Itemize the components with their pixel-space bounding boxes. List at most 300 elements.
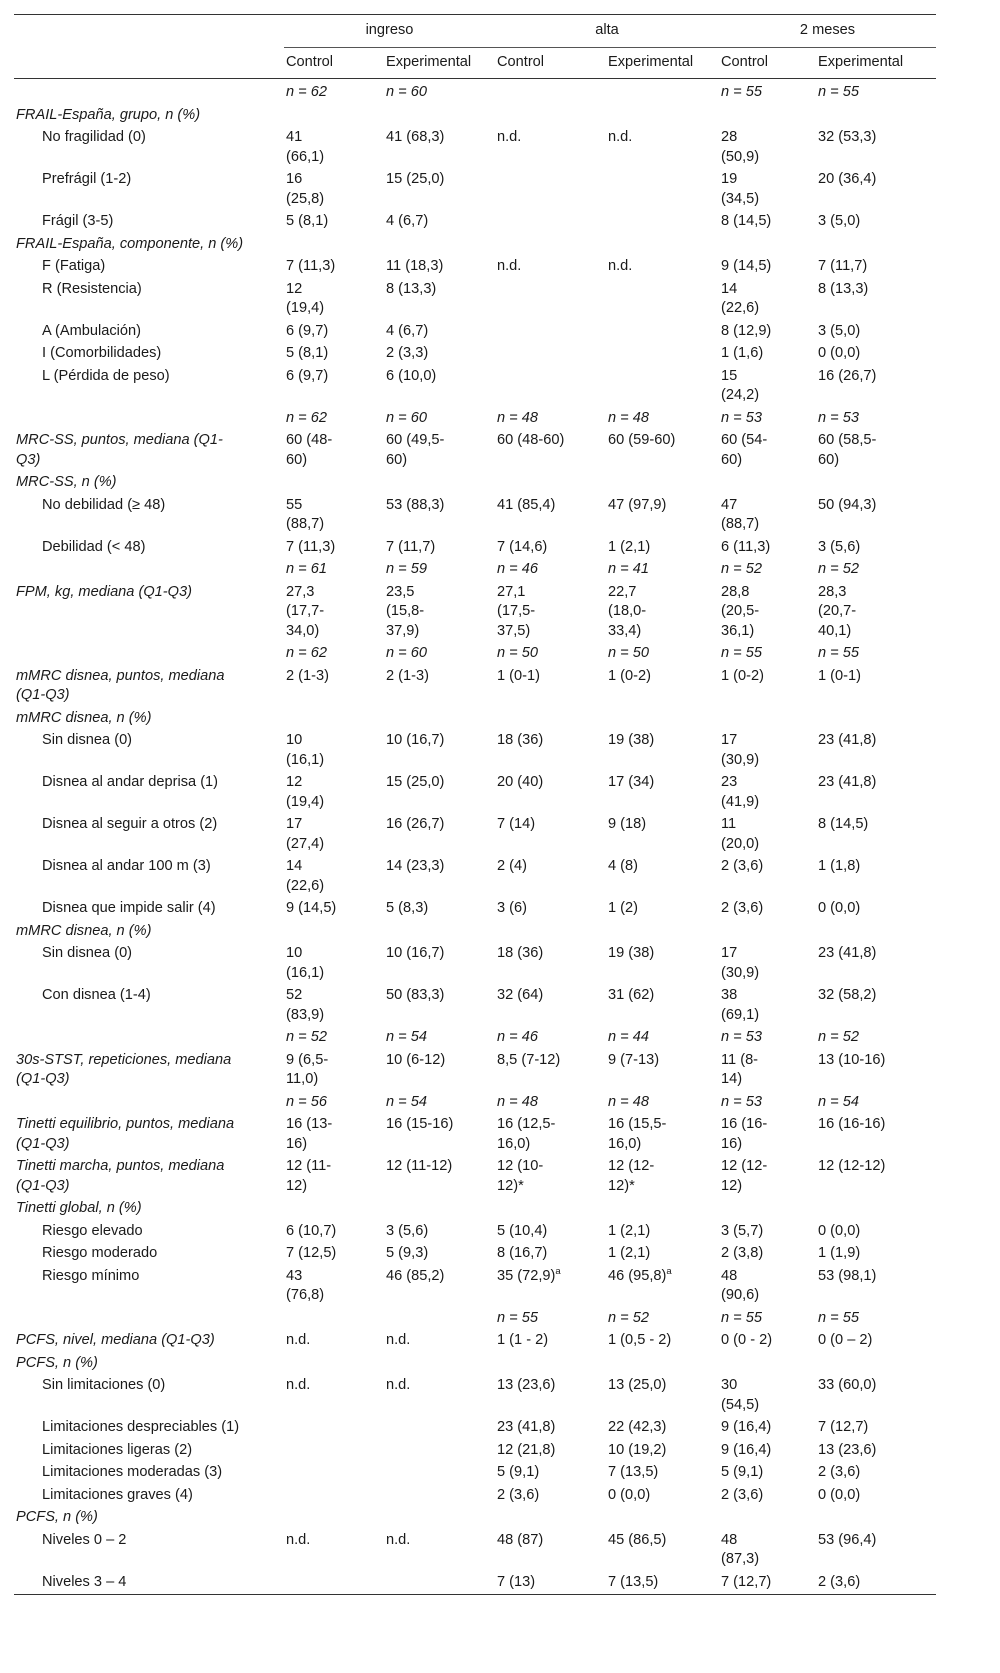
value-cell (384, 1156, 495, 1198)
value-cell (384, 169, 495, 211)
row-label-item: No fragilidad (0) (42, 129, 146, 145)
n-count-cell (284, 79, 384, 105)
value-cell (284, 1507, 384, 1530)
cell-text: 48 (87) (497, 1531, 544, 1548)
value-cell (606, 707, 719, 730)
value-cell (384, 920, 495, 943)
cell-text: 60 (48- 60) (286, 432, 333, 468)
value-cell (816, 1330, 936, 1353)
value-cell (384, 1462, 495, 1485)
value-cell (719, 365, 816, 407)
row-label: FRAIL-España, grupo, n (%) (16, 106, 201, 123)
value-cell (495, 430, 606, 472)
value-cell (495, 772, 606, 814)
value-cell (606, 1352, 719, 1375)
cell-text: 8 (16,7) (497, 1245, 548, 1261)
cell-text: 38 (69,1) (721, 987, 760, 1023)
value-cell (606, 581, 719, 643)
cell-text: n = 55 (818, 1309, 859, 1326)
value-cell (284, 1439, 384, 1462)
value-cell (495, 1243, 606, 1266)
row-label-item: Sin disnea (0) (42, 732, 133, 748)
row-label (14, 407, 284, 430)
cell-text: n = 62 (286, 84, 327, 100)
value-cell (816, 1220, 936, 1243)
value-cell (606, 233, 719, 256)
cell-text: 27,3 (17,7- 34,0) (286, 583, 325, 639)
cell-text: 16 (13- 16) (286, 1116, 333, 1152)
cell-text: 1 (0-2) (608, 667, 651, 684)
value-cell (284, 365, 384, 407)
value-cell (816, 943, 936, 985)
value-cell (284, 581, 384, 643)
cell-text: 3 (5,0) (818, 213, 861, 229)
n-count-cell (284, 643, 384, 666)
cell-text: 7 (13,5) (608, 1573, 659, 1590)
value-cell (284, 898, 384, 921)
value-cell (816, 1439, 936, 1462)
value-cell (816, 472, 936, 495)
value-cell (606, 472, 719, 495)
row-label (14, 79, 284, 105)
cell-text: 10 (19,2) (608, 1441, 667, 1458)
value-cell (816, 256, 936, 279)
cell-text: 47 (88,7) (721, 496, 760, 532)
header-sub-cell: Experimental (606, 48, 719, 79)
value-cell (284, 772, 384, 814)
cell-text: 9 (14,5) (721, 258, 772, 274)
cell-text: 18 (36) (497, 732, 544, 748)
value-cell (284, 1330, 384, 1353)
n-count-cell (284, 1307, 384, 1330)
cell-text: 47 (97,9) (608, 496, 667, 513)
cell-text: 8,5 (7-12) (497, 1051, 561, 1068)
value-cell (284, 256, 384, 279)
cell-text: n = 52 (286, 1029, 327, 1045)
row-label-item: Frágil (3-5) (42, 213, 114, 229)
value-cell (384, 256, 495, 279)
cell-text: 30 (54,5) (721, 1377, 760, 1413)
value-cell (284, 1484, 384, 1507)
value-cell (384, 1198, 495, 1221)
n-count-cell (384, 1027, 495, 1050)
value-cell (606, 343, 719, 366)
cell-text: n = 46 (497, 561, 538, 577)
cell-text: 46 (85,2) (386, 1267, 445, 1284)
cell-text: n = 54 (818, 1093, 859, 1110)
cell-text: 0 (0,0) (818, 900, 861, 916)
value-cell (719, 1198, 816, 1221)
table-row (14, 581, 936, 643)
table-row (14, 1049, 936, 1091)
cell-text: n = 53 (818, 409, 859, 426)
n-count-cell (384, 1307, 495, 1330)
cell-text: 7 (14) (497, 816, 536, 832)
value-cell (495, 581, 606, 643)
cell-text: 12 (11-12) (386, 1158, 453, 1174)
value-cell (719, 233, 816, 256)
cell-text: 12 (19,4) (286, 280, 325, 316)
cell-text: 31 (62) (608, 987, 655, 1003)
value-cell (816, 730, 936, 772)
cell-text: 32 (58,2) (818, 987, 877, 1003)
cell-text: 23 (41,8) (497, 1419, 556, 1435)
cell-text: n.d. (286, 1377, 311, 1393)
value-cell (384, 1571, 495, 1594)
value-cell (384, 472, 495, 495)
cell-text: 16 (12,5- 16,0) (497, 1116, 556, 1152)
n-count-cell (284, 407, 384, 430)
value-cell (816, 1571, 936, 1594)
cell-text: 17 (27,4) (286, 816, 325, 852)
value-cell (284, 1156, 384, 1198)
value-cell (384, 707, 495, 730)
cell-text: 2 (3,6) (721, 900, 764, 916)
n-count-cell (284, 559, 384, 582)
value-cell (284, 707, 384, 730)
value-cell (719, 104, 816, 127)
value-cell (495, 256, 606, 279)
cell-text: 53 (88,3) (386, 496, 445, 513)
value-cell (384, 730, 495, 772)
cell-text: 4 (6,7) (386, 322, 429, 339)
value-cell (495, 730, 606, 772)
cell-text: 23 (41,8) (818, 732, 877, 748)
cell-text: 7 (12,5) (286, 1245, 337, 1261)
value-cell (606, 1220, 719, 1243)
header-group-ingreso: ingreso (284, 15, 495, 48)
cell-text: 2 (3,6) (497, 1486, 540, 1503)
n-count-cell (384, 407, 495, 430)
cell-text: n = 55 (721, 84, 762, 100)
value-cell (719, 730, 816, 772)
cell-text: 27,1 (17,5- 37,5) (497, 583, 536, 639)
cell-text: 19 (34,5) (721, 171, 760, 207)
value-cell (384, 1330, 495, 1353)
value-cell (719, 772, 816, 814)
n-count-cell (384, 559, 495, 582)
value-cell (719, 1049, 816, 1091)
value-cell (719, 814, 816, 856)
row-label-item: Disnea al andar deprisa (1) (42, 774, 219, 790)
value-cell (606, 920, 719, 943)
value-cell (816, 1114, 936, 1156)
value-cell (816, 1198, 936, 1221)
cell-text: 7 (13,5) (608, 1464, 659, 1480)
header-sub-cell: Control (495, 48, 606, 79)
row-label: MRC-SS, puntos, mediana (Q1- Q3) (16, 432, 223, 468)
cell-text: 28 (50,9) (721, 129, 760, 165)
n-count-cell (719, 79, 816, 105)
value-cell (606, 494, 719, 536)
cell-text: 32 (53,3) (818, 129, 877, 145)
value-cell (495, 856, 606, 898)
cell-text: n = 53 (721, 409, 762, 426)
cell-text: n = 48 (497, 1093, 538, 1110)
value-cell (495, 127, 606, 169)
cell-text: n = 52 (608, 1309, 649, 1326)
n-count-cell (606, 79, 719, 105)
cell-text: 10 (6-12) (386, 1051, 446, 1068)
cell-text: 3 (5,6) (818, 538, 861, 555)
value-cell (816, 233, 936, 256)
value-cell (719, 494, 816, 536)
row-label: FRAIL-España, componente, n (%) (16, 235, 244, 252)
row-label-item: L (Pérdida de peso) (42, 367, 170, 384)
header-corner-sub (14, 48, 284, 79)
cell-text: 12 (19,4) (286, 774, 325, 810)
table-row (14, 536, 936, 559)
header-corner (14, 15, 284, 48)
value-cell (384, 320, 495, 343)
n-count-cell (495, 559, 606, 582)
n-count-cell (816, 1027, 936, 1050)
cell-text: 4 (6,7) (386, 213, 429, 229)
value-cell (495, 320, 606, 343)
cell-text: 7 (11,7) (386, 538, 436, 555)
value-cell (816, 1484, 936, 1507)
cell-text: 1 (2,1) (608, 538, 651, 555)
cell-text: 50 (83,3) (386, 987, 445, 1003)
row-label-item: Niveles 3 – 4 (14, 1571, 284, 1594)
value-cell (284, 1114, 384, 1156)
cell-text: n = 41 (608, 561, 649, 577)
value-cell (816, 665, 936, 707)
row-label-item: A (Ambulación) (42, 322, 141, 339)
table-row (14, 730, 936, 772)
cell-text: 6 (11,3) (721, 538, 771, 555)
value-cell (606, 1243, 719, 1266)
cell-text: 43 (76,8) (286, 1267, 325, 1303)
value-cell (816, 320, 936, 343)
value-cell (719, 1375, 816, 1417)
cell-text: 50 (94,3) (818, 496, 877, 513)
cell-text: 1 (0-1) (497, 667, 540, 684)
cell-text: n = 52 (818, 1029, 859, 1045)
cell-text: n.d. (386, 1377, 411, 1393)
cell-text: n.d. (608, 129, 633, 145)
value-cell (719, 1220, 816, 1243)
value-cell (495, 169, 606, 211)
value-cell (606, 1484, 719, 1507)
value-cell (719, 1462, 816, 1485)
cell-text: 10 (16,1) (286, 732, 325, 768)
cell-text: 28,3 (20,7- 40,1) (818, 583, 857, 639)
table-row (14, 920, 936, 943)
value-cell (816, 707, 936, 730)
value-cell (606, 985, 719, 1027)
cell-text: 60 (48-60) (497, 432, 565, 448)
row-label-item: Niveles 0 – 2 (42, 1531, 127, 1548)
table-row (14, 256, 936, 279)
value-cell (495, 707, 606, 730)
n-count-cell (719, 1027, 816, 1050)
cell-text: 15 (25,0) (386, 171, 445, 187)
row-label-item: Con disnea (1-4) (42, 987, 151, 1003)
value-cell (284, 814, 384, 856)
value-cell (495, 920, 606, 943)
cell-text: 1 (0-2) (721, 667, 764, 684)
header-group-row (14, 15, 936, 48)
cell-text: 11 (20,0) (721, 816, 760, 852)
row-label: MRC-SS, n (%) (16, 474, 117, 490)
n-count-cell (816, 407, 936, 430)
cell-text: 1 (0-1) (818, 667, 861, 684)
value-cell (495, 365, 606, 407)
cell-text: 12 (21,8) (497, 1441, 556, 1458)
value-cell (495, 343, 606, 366)
cell-text: 17 (30,9) (721, 732, 760, 768)
value-cell (495, 898, 606, 921)
value-cell (384, 1049, 495, 1091)
row-label: Tinetti equilibrio, puntos, mediana (Q1-Q3) (16, 1116, 235, 1152)
cell-text: 9 (16,4) (721, 1441, 772, 1458)
cell-text: n = 48 (497, 409, 538, 426)
header-sub-row (14, 48, 936, 79)
cell-text: 23,5 (15,8- 37,9) (386, 583, 425, 639)
cell-text: 8 (12,9) (721, 322, 772, 339)
n-count-cell (606, 1091, 719, 1114)
header-sub-cell: Experimental (384, 48, 495, 79)
value-cell (606, 814, 719, 856)
cell-text: 16 (16-16) (818, 1116, 886, 1132)
value-cell (816, 1352, 936, 1375)
value-cell (384, 1484, 495, 1507)
cell-text: 3 (5,6) (386, 1222, 429, 1239)
cell-text: n = 48 (608, 1093, 649, 1110)
cell-text: 41 (68,3) (386, 129, 445, 145)
value-cell (606, 1198, 719, 1221)
value-cell (816, 856, 936, 898)
value-cell (719, 1114, 816, 1156)
value-cell (606, 430, 719, 472)
row-label (14, 1027, 284, 1050)
cell-text: 22,7 (18,0- 33,4) (608, 583, 647, 639)
value-cell (719, 1265, 816, 1307)
cell-text: n = 62 (286, 409, 327, 426)
row-label-item: Disnea al seguir a otros (2) (42, 816, 218, 832)
value-cell (816, 1507, 936, 1530)
cell-text: 2 (3,6) (818, 1464, 861, 1480)
value-cell (606, 365, 719, 407)
table-row (14, 665, 936, 707)
table-row (14, 1571, 936, 1594)
value-cell (606, 320, 719, 343)
value-cell (719, 1571, 816, 1594)
cell-text: n = 54 (386, 1029, 427, 1045)
table-row (14, 1439, 936, 1462)
cell-text: 0 (0,0) (818, 1486, 861, 1503)
value-cell (284, 1417, 384, 1440)
row-label (14, 1307, 284, 1330)
cell-text: 20 (36,4) (818, 171, 877, 187)
cell-text: 12 (10- 12)* (497, 1158, 544, 1194)
cell-text: 2 (1-3) (386, 667, 429, 684)
value-cell (719, 536, 816, 559)
cell-text: 4 (8) (608, 858, 639, 874)
cell-text: 6 (10,7) (286, 1222, 337, 1239)
cell-text: 5 (9,1) (497, 1464, 540, 1480)
row-label (14, 643, 284, 666)
n-count-cell (495, 1091, 606, 1114)
cell-text: n = 61 (286, 561, 327, 577)
cell-text: 53 (98,1) (818, 1267, 877, 1284)
row-label-item: Debilidad (< 48) (42, 538, 146, 555)
value-cell (606, 1049, 719, 1091)
cell-text: 16 (25,8) (286, 171, 325, 207)
cell-text: 10 (16,7) (386, 732, 445, 748)
value-cell (384, 365, 495, 407)
cell-text: 14 (22,6) (721, 280, 760, 316)
cell-text: 0 (0,0) (818, 345, 861, 361)
value-cell (384, 104, 495, 127)
value-cell (495, 1265, 606, 1307)
value-cell (495, 1049, 606, 1091)
value-cell (719, 211, 816, 234)
cell-text: 60 (54- 60) (721, 432, 768, 468)
row-label-item: Riesgo mínimo (42, 1267, 140, 1284)
table-row (14, 278, 936, 320)
value-cell (384, 233, 495, 256)
cell-text: 53 (96,4) (818, 1531, 877, 1548)
footnote-marker: a (555, 1265, 561, 1277)
cell-text: 8 (13,3) (386, 280, 437, 297)
cell-text: 19 (38) (608, 945, 655, 961)
value-cell (816, 1243, 936, 1266)
table-row (14, 1462, 936, 1485)
cell-text: 11 (8- 14) (721, 1051, 759, 1087)
cell-text: n = 55 (497, 1309, 538, 1326)
value-cell (719, 1439, 816, 1462)
cell-text: 5 (8,1) (286, 213, 329, 229)
table-row (14, 814, 936, 856)
value-cell (719, 1529, 816, 1571)
value-cell (495, 494, 606, 536)
row-label-item: R (Resistencia) (42, 280, 142, 297)
cell-text: n = 52 (818, 561, 859, 577)
cell-text: 2 (1-3) (286, 667, 329, 684)
cell-text: 2 (3,8) (721, 1245, 764, 1261)
cell-text: n = 50 (497, 645, 538, 661)
value-cell (284, 856, 384, 898)
n-count-cell (606, 1307, 719, 1330)
cell-text: 0 (0,0) (608, 1486, 651, 1503)
value-cell (816, 581, 936, 643)
value-cell (606, 127, 719, 169)
value-cell (606, 943, 719, 985)
cell-text: 13 (23,6) (818, 1441, 877, 1458)
value-cell (495, 278, 606, 320)
cell-text: 1 (2,1) (608, 1245, 651, 1261)
value-cell (284, 430, 384, 472)
value-cell (719, 1156, 816, 1198)
cell-text: n = 62 (286, 645, 327, 661)
cell-text: 17 (34) (608, 774, 655, 790)
cell-text: 45 (86,5) (608, 1531, 667, 1548)
cell-text: 19 (38) (608, 732, 655, 748)
table-row (14, 707, 936, 730)
value-cell (719, 472, 816, 495)
value-cell (495, 104, 606, 127)
cell-text: n = 46 (497, 1029, 538, 1045)
row-label-item: Limitaciones graves (4) (42, 1486, 193, 1503)
value-cell (719, 1417, 816, 1440)
value-cell (719, 320, 816, 343)
value-cell (384, 1507, 495, 1530)
value-cell (719, 343, 816, 366)
row-label-item: F (Fatiga) (42, 258, 106, 274)
row-label: PCFS, nivel, mediana (Q1-Q3) (16, 1332, 215, 1348)
